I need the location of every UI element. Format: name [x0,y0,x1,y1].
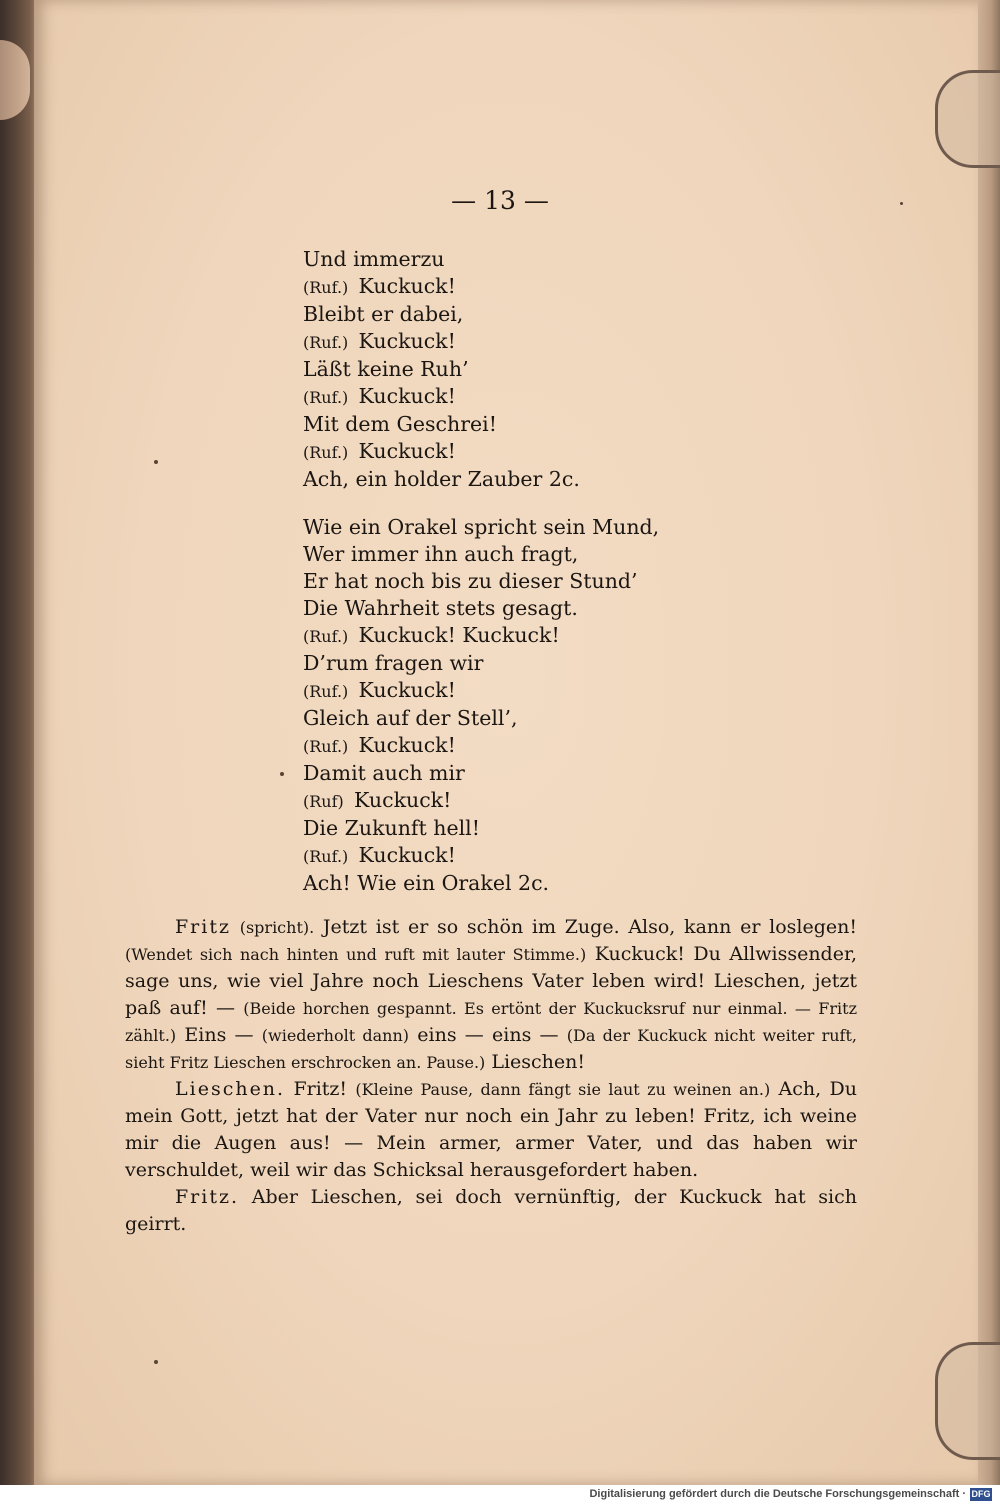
paper-speck [154,1360,158,1364]
verse-line [303,760,863,787]
dialogue-paragraph-lieschen [125,1076,857,1184]
verse-line [303,383,823,411]
verse-line [303,622,863,650]
binding-clip-top [935,70,1000,168]
verse-line [303,677,863,705]
call-marker: (Ruf.) [303,278,349,297]
page-number: — 13 — [451,186,549,215]
verse-text: Kuckuck! [358,329,456,353]
spoken-text: Kuckuck! Du Allwissender, sage uns, wie viel Jahre noch Lieschens Vater leben wird! Lieschen, jetzt paß auf! — [125,943,857,1019]
dfg-logo-icon: DFG [971,1489,991,1499]
verse-text: D’rum fragen wir [303,651,484,675]
verse-line [303,595,863,622]
verse-text: Kuckuck! Kuckuck! [358,623,560,647]
verse-text: Ach! Wie ein Orakel 2c. [303,871,550,895]
call-marker: (Ruf.) [303,333,349,352]
verse-text: Kuckuck! [358,733,456,757]
stage-direction: (Beide horchen gespannt. Es ertönt der Kuckucksruf nur einmal. — Fritz zählt.) [125,999,857,1045]
verse-text: Kuckuck! [358,678,456,702]
call-marker: (Ruf.) [303,443,349,462]
call-marker: (Ruf.) [303,682,349,701]
spoken-text: eins — eins — [409,1024,567,1046]
verse-text: Er hat noch bis zu dieser Stund’ [303,569,638,593]
binding-clip-bottom [935,1342,1000,1460]
verse-line [303,273,823,301]
speaker-name: Lieschen. [175,1078,286,1100]
spoken-text: Lieschen! [485,1051,586,1073]
verse-line [303,815,863,842]
call-marker: (Ruf) [303,792,344,811]
spoken-text: Ach, Du mein Gott, jetzt hat der Vater nur noch ein Jahr zu leben! Fritz, ich weine mir die Augen aus! — Mein armer, armer Vater, und das haben wir verschuldet, weil wir das Schicksal herausgefordert haben. [125,1078,857,1181]
verse-text: Und immerzu [303,247,445,271]
verse-text: Gleich auf der Stell’, [303,706,518,730]
dialogue-paragraph-fritz-1 [125,914,857,1076]
spoken-text: Jetzt ist er so schön im Zuge. Also, kann er loslegen! [314,916,857,938]
stage-direction: (spricht). [239,918,315,937]
verse-line [303,650,863,677]
verse-line [303,568,863,595]
verse-text: Kuckuck! [358,274,456,298]
verse-stanza-2 [303,514,863,897]
verse-line [303,466,823,493]
verse-text: Mit dem Geschrei! [303,412,497,436]
verse-line [303,541,863,568]
verse-text: Läßt keine Ruh’ [303,357,469,381]
verse-line [303,301,823,328]
stage-direction: (wiederholt dann) [261,1026,410,1045]
spoken-text: Fritz! [285,1078,356,1100]
speaker-name: Fritz. [175,1186,240,1208]
paper-speck [900,202,903,205]
verse-text: Kuckuck! [354,788,452,812]
verse-line [303,411,823,438]
verse-line [303,870,863,897]
funding-credit: Digitalisierung gefördert durch die Deutsche Forschungsgemeinschaft · [589,1488,966,1500]
paper-speck [154,460,158,464]
verse-line [303,514,863,541]
verse-text: Wer immer ihn auch fragt, [303,542,579,566]
dialogue-paragraph-fritz-2 [125,1184,857,1238]
spoken-text: Eins — [176,1024,262,1046]
call-marker: (Ruf.) [303,627,349,646]
stage-direction: (Kleine Pause, dann fängt sie laut zu weinen an.) [355,1080,771,1099]
call-marker: (Ruf.) [303,388,349,407]
speaker-name: Fritz [175,916,231,938]
verse-text: Ach, ein holder Zauber 2c. [303,467,580,491]
verse-line [303,356,823,383]
verse-line [303,705,863,732]
call-marker: (Ruf.) [303,847,349,866]
call-marker: (Ruf.) [303,737,349,756]
dialogue-text [125,914,857,1238]
verse-line [303,246,823,273]
verse-text: Die Zukunft hell! [303,816,480,840]
verse-text: Damit auch mir [303,761,465,785]
verse-line [303,732,863,760]
verse-text: Wie ein Orakel spricht sein Mund, [303,515,660,539]
verse-text: Kuckuck! [358,384,456,408]
paper-speck [280,772,284,776]
verse-stanza-1 [303,246,823,493]
right-page-edge [978,0,1000,1485]
verse-text: Bleibt er dabei, [303,302,464,326]
spoken-text: Aber Lieschen, sei doch vernünftig, der Kuckuck hat sich geirrt. [125,1186,857,1235]
verse-line [303,438,823,466]
verse-text: Kuckuck! [358,843,456,867]
verse-text: Kuckuck! [358,439,456,463]
stage-direction: (Da der Kuckuck nicht weiter ruft, sieht Fritz Lieschen erschrocken an. Pause.) [125,1026,857,1072]
digitization-footer [0,1485,1000,1504]
stage-direction: (Wendet sich nach hinten und ruft mit lauter Stimme.) [125,945,587,964]
verse-line [303,787,863,815]
verse-line [303,842,863,870]
verse-text: Die Wahrheit stets gesagt. [303,596,578,620]
verse-line [303,328,823,356]
